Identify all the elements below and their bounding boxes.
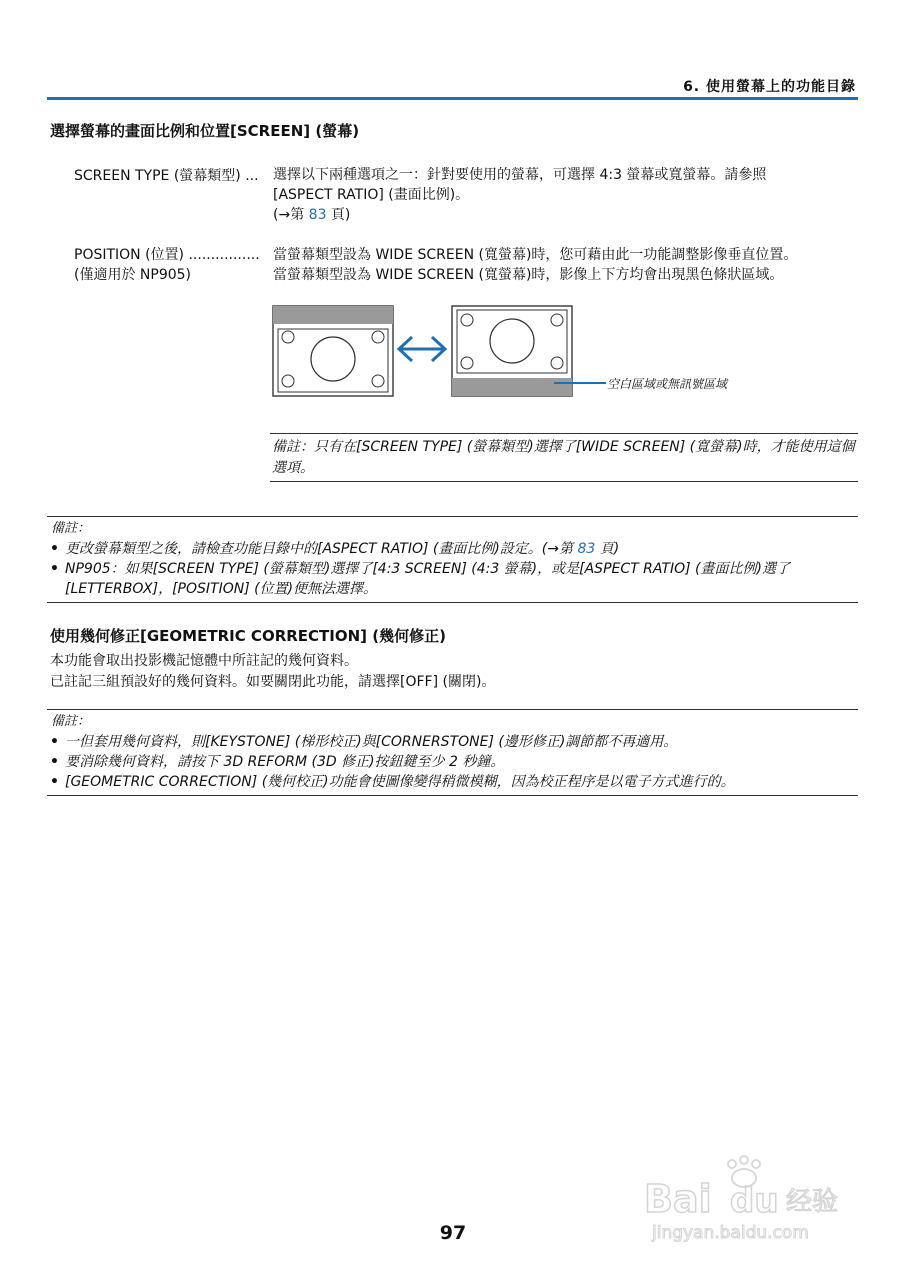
note-screen-type: 備註：只有在[SCREEN TYPE] (螢幕類型)選擇了[WIDE SCREEN] (寬螢幕)時，才能使用這個選項。 [270, 433, 858, 482]
memo-head: 備註： [51, 521, 91, 536]
memo-item: • [GEOMETRIC CORRECTION] (幾何校正)功能會使圖像變得稍微模糊，因為校正程序是以電子方式進行的。 [47, 772, 858, 792]
desc-screen-type [273, 165, 858, 225]
desc-position [273, 245, 858, 285]
widescreen-top-position-screen [273, 306, 393, 396]
term-position [74, 245, 260, 285]
screen-position-diagram [272, 305, 612, 397]
ref-prefix: (→第 [273, 207, 309, 223]
term-position-label: POSITION (位置) ................ [74, 247, 260, 263]
memo-box-2 [47, 709, 858, 796]
memo-suffix: 頁) [595, 541, 620, 557]
figure-callout-label: 空白區域或無訊號區域 [607, 377, 728, 391]
page-number: 97 [439, 1222, 467, 1244]
paragraph: 已註記三組預設好的幾何資料。如要關閉此功能，請選擇[OFF] (關閉)。 [50, 674, 496, 690]
svg-text:du: du [730, 1181, 779, 1221]
memo-head: 備註： [51, 714, 91, 729]
chapter-header: 6. 使用螢幕上的功能目錄 [683, 79, 856, 95]
memo-item: • 要消除幾何資料，請按下 3D REFORM (3D 修正)按鈕鍵至少 2 秒鐘。 [47, 752, 858, 772]
desc-line: 當螢幕類型設為 WIDE SCREEN (寬螢幕)時，影像上下方均會出現黑色條狀區域。 [273, 267, 784, 283]
memo-box-1 [47, 516, 858, 603]
page-link[interactable]: 83 [577, 541, 596, 557]
memo-item [47, 539, 858, 559]
bottom-bar [452, 378, 572, 396]
term-position-note: (僅適用於 NP905) [74, 267, 192, 283]
svg-text:jingyan.baidu.com: jingyan.baidu.com [652, 1223, 809, 1243]
baidu-watermark-logo [640, 1150, 860, 1250]
desc-line: 當螢幕類型設為 WIDE SCREEN (寬螢幕)時，您可藉由此一功能調整影像垂直位置。 [273, 247, 798, 263]
paragraph: 本功能會取出投影機記憶體中所註記的幾何資料。 [50, 653, 358, 669]
desc-line: 選擇以下兩種選項之一：針對要使用的螢幕，可選擇 4:3 螢幕或寬螢幕。請參照 [273, 167, 767, 183]
section-title-screen: 選擇螢幕的畫面比例和位置[SCREEN] (螢幕) [50, 122, 360, 140]
memo-item: • 一但套用幾何資料，則[KEYSTONE] (梯形校正)與[CORNERSTONE] (邊形修正)調節都不再適用。 [47, 732, 858, 752]
header-rule [47, 97, 858, 100]
svg-text:Bai: Bai [644, 1177, 712, 1221]
ref-suffix: 頁) [326, 207, 351, 223]
memo-item: • NP905：如果[SCREEN TYPE] (螢幕類型)選擇了[4:3 SCREEN] (4:3 螢幕)，或是[ASPECT RATIO] (畫面比例)選了[LETTERBOX]，[POSITION] (位置)便無法選擇。 [47, 559, 858, 599]
page-reference [273, 205, 858, 225]
top-bar [273, 306, 393, 324]
double-arrow-icon [399, 337, 445, 361]
page-link[interactable]: 83 [308, 207, 327, 223]
svg-text:经验: 经验 [786, 1187, 839, 1217]
desc-line: [ASPECT RATIO] (畫面比例)。 [273, 187, 470, 203]
memo-text: 更改螢幕類型之後，請檢查功能目錄中的[ASPECT RATIO] (畫面比例)設定。(→第 [65, 541, 578, 557]
section-title-geometric: 使用幾何修正[GEOMETRIC CORRECTION] (幾何修正) [50, 627, 446, 645]
term-screen-type: SCREEN TYPE (螢幕類型) ... [74, 168, 259, 184]
